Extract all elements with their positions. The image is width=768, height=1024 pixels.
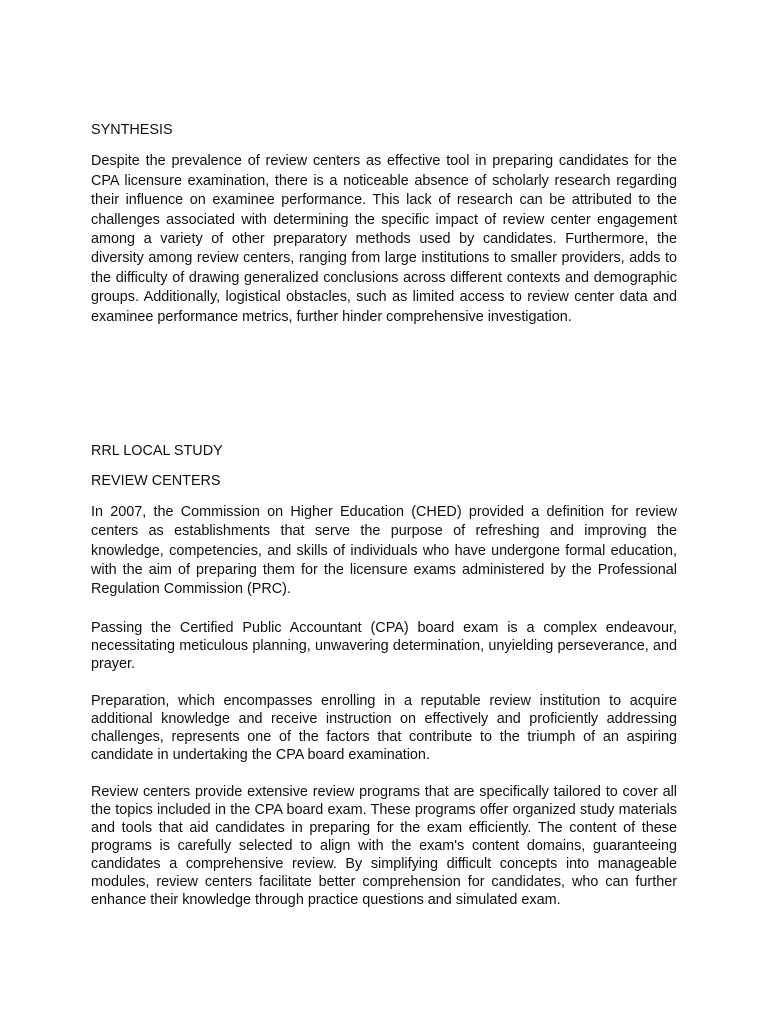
rrl-paragraph-4: Review centers provide extensive review programs that are specifically tailored to cover all the topics included in the CPA board exam. These programs offer organized study materials and tools that aid candidates in preparing for the exam efficiently. The content of these programs is carefully selected to align with the exam's content domains, guaranteeing candidates a comprehensive review. By simplifying difficult concepts into manageable modules, review centers facilitate better comprehension for candidates, who can further enhance their knowledge through practice questions and simulated exam. [91,783,677,908]
rrl-heading: RRL LOCAL STUDY [91,443,223,459]
rrl-paragraph-3: Preparation, which encompasses enrolling in a reputable review institution to acquire additional knowledge and receive instruction on effectively and proficiently addressing challenges, represents one of the factors that contribute to the triumph of an aspiring candidate in undertaking the CPA board examination. [91,692,677,763]
synthesis-heading: SYNTHESIS [91,122,173,138]
synthesis-section [91,121,677,327]
rrl-paragraph-1: In 2007, the Commission on Higher Education (CHED) provided a definition for review centers as establishments that serve the purpose of refreshing and improving the knowledge, competencies, and skills of individuals who have undergone formal education, with the aim of preparing them for the licensure exams administered by the Professional Regulation Commission (PRC). [91,503,677,598]
rrl-paragraph-2: Passing the Certified Public Accountant (CPA) board exam is a complex endeavour, necessitating meticulous planning, unwavering determination, unyielding perseverance, and prayer. [91,619,677,672]
rrl-local-study-section [91,442,677,909]
synthesis-paragraph: Despite the prevalence of review centers as effective tool in preparing candidates for the CPA licensure examination, there is a noticeable absence of scholarly research regarding their influence on examinee performance. This lack of research can be attributed to the challenges associated with determining the specific impact of review center engagement among a variety of other preparatory methods used by candidates. Furthermore, the diversity among review centers, ranging from large institutions to smaller providers, adds to the difficulty of drawing generalized conclusions across different contexts and demographic groups. Additionally, logistical obstacles, such as limited access to review center data and examinee performance metrics, further hinder comprehensive investigation. [91,153,677,325]
review-centers-heading: REVIEW CENTERS [91,473,221,490]
